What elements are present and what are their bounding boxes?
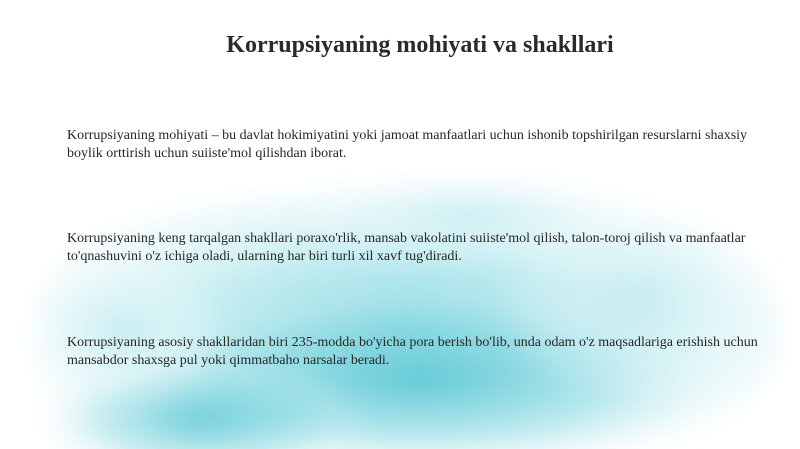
paragraph-essence: Korrupsiyaning mohiyati – bu davlat hokimiyatini yoki jamoat manfaatlari uchun ishonib topshirilgan resurslarni shaxsiy boylik orttirish uchun suiiste'mol qilishdan iborat. [67,128,748,161]
slide-title: Korrupsiyaning mohiyati va shakllari [226,32,614,58]
paragraph-common-forms: Korrupsiyaning keng tarqalgan shakllari poraxo'rlik, mansab vakolatini suiiste'mol qilish, talon-toroj qilish va manfaatlar to'qnashuvini o'z ichiga oladi, ularning har biri turli xil xavf tug'diradi. [67,231,746,264]
paragraph-bribery-article: Korrupsiyaning asosiy shakllaridan biri 235-modda bo'yicha pora berish bo'lib, unda odam o'z maqsadlariga erishish uchun mansabdor shaxsga pul yoki qimmatbaho narsalar beradi. [67,335,758,368]
